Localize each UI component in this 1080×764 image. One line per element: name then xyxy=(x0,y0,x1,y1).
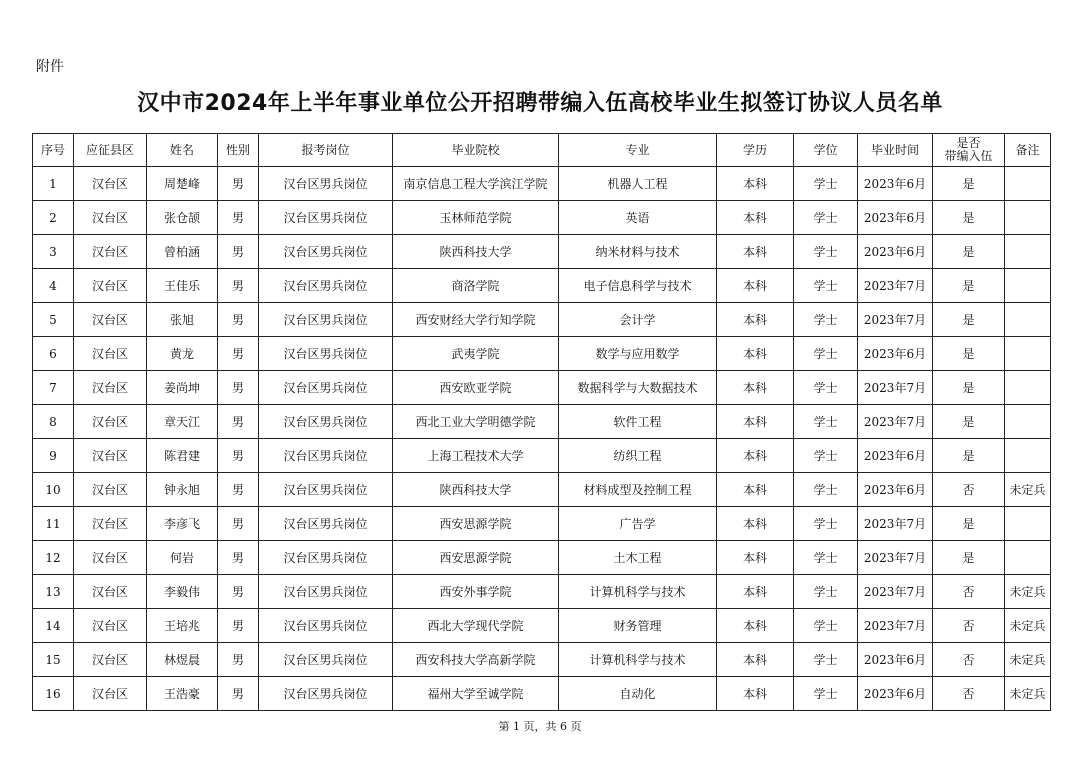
cell-major: 电子信息科学与技术 xyxy=(559,269,717,303)
cell-education: 本科 xyxy=(717,609,794,643)
cell-enrolled: 是 xyxy=(933,201,1005,235)
header-enrolled-line2: 带编入伍 xyxy=(944,149,993,163)
cell-enrolled: 否 xyxy=(933,609,1005,643)
cell-major: 纺织工程 xyxy=(559,439,717,473)
cell-position: 汉台区男兵岗位 xyxy=(259,269,393,303)
header-school: 毕业院校 xyxy=(393,134,559,167)
roster-table xyxy=(32,133,1051,711)
cell-degree: 学士 xyxy=(794,269,858,303)
cell-enrolled: 是 xyxy=(933,405,1005,439)
header-index: 序号 xyxy=(33,134,74,167)
cell-position: 汉台区男兵岗位 xyxy=(259,541,393,575)
table-row xyxy=(33,439,1051,473)
cell-name: 李彦飞 xyxy=(147,507,218,541)
cell-name: 陈君建 xyxy=(147,439,218,473)
cell-position: 汉台区男兵岗位 xyxy=(259,337,393,371)
cell-index: 7 xyxy=(33,371,74,405)
table-row xyxy=(33,575,1051,609)
cell-gender: 男 xyxy=(218,405,259,439)
cell-index: 1 xyxy=(33,167,74,201)
cell-position: 汉台区男兵岗位 xyxy=(259,507,393,541)
cell-degree: 学士 xyxy=(794,337,858,371)
cell-county: 汉台区 xyxy=(74,439,147,473)
cell-index: 5 xyxy=(33,303,74,337)
cell-degree: 学士 xyxy=(794,371,858,405)
table-row xyxy=(33,507,1051,541)
cell-county: 汉台区 xyxy=(74,235,147,269)
cell-position: 汉台区男兵岗位 xyxy=(259,473,393,507)
cell-gender: 男 xyxy=(218,473,259,507)
header-major: 专业 xyxy=(559,134,717,167)
cell-school: 武夷学院 xyxy=(393,337,559,371)
header-enrolled xyxy=(933,134,1005,167)
cell-major: 机器人工程 xyxy=(559,167,717,201)
cell-major: 自动化 xyxy=(559,677,717,711)
cell-position: 汉台区男兵岗位 xyxy=(259,677,393,711)
cell-enrolled: 否 xyxy=(933,643,1005,677)
cell-position: 汉台区男兵岗位 xyxy=(259,405,393,439)
cell-name: 何岩 xyxy=(147,541,218,575)
cell-remarks xyxy=(1005,439,1051,473)
table-row xyxy=(33,609,1051,643)
table-row xyxy=(33,269,1051,303)
cell-grad-time: 2023年6月 xyxy=(858,337,933,371)
cell-name: 王浩豪 xyxy=(147,677,218,711)
cell-degree: 学士 xyxy=(794,235,858,269)
cell-degree: 学士 xyxy=(794,643,858,677)
cell-grad-time: 2023年7月 xyxy=(858,609,933,643)
cell-position: 汉台区男兵岗位 xyxy=(259,609,393,643)
table-row xyxy=(33,201,1051,235)
cell-school: 西安思源学院 xyxy=(393,507,559,541)
cell-education: 本科 xyxy=(717,677,794,711)
cell-grad-time: 2023年6月 xyxy=(858,167,933,201)
cell-grad-time: 2023年7月 xyxy=(858,507,933,541)
table-row xyxy=(33,643,1051,677)
cell-position: 汉台区男兵岗位 xyxy=(259,643,393,677)
cell-degree: 学士 xyxy=(794,541,858,575)
cell-school: 西安欧亚学院 xyxy=(393,371,559,405)
cell-name: 钟永旭 xyxy=(147,473,218,507)
table-row xyxy=(33,473,1051,507)
cell-enrolled: 否 xyxy=(933,575,1005,609)
cell-grad-time: 2023年6月 xyxy=(858,643,933,677)
cell-index: 8 xyxy=(33,405,74,439)
cell-degree: 学士 xyxy=(794,609,858,643)
cell-gender: 男 xyxy=(218,167,259,201)
cell-gender: 男 xyxy=(218,575,259,609)
cell-education: 本科 xyxy=(717,337,794,371)
header-education: 学历 xyxy=(717,134,794,167)
table-row xyxy=(33,405,1051,439)
cell-degree: 学士 xyxy=(794,439,858,473)
cell-remarks xyxy=(1005,235,1051,269)
cell-school: 福州大学至诚学院 xyxy=(393,677,559,711)
cell-school: 西北工业大学明德学院 xyxy=(393,405,559,439)
cell-enrolled: 否 xyxy=(933,473,1005,507)
cell-school: 商洛学院 xyxy=(393,269,559,303)
cell-name: 姜尚坤 xyxy=(147,371,218,405)
cell-position: 汉台区男兵岗位 xyxy=(259,575,393,609)
cell-remarks xyxy=(1005,167,1051,201)
cell-education: 本科 xyxy=(717,303,794,337)
cell-gender: 男 xyxy=(218,303,259,337)
cell-name: 张旭 xyxy=(147,303,218,337)
cell-name: 王佳乐 xyxy=(147,269,218,303)
cell-position: 汉台区男兵岗位 xyxy=(259,201,393,235)
cell-position: 汉台区男兵岗位 xyxy=(259,303,393,337)
cell-school: 西安财经大学行知学院 xyxy=(393,303,559,337)
cell-index: 4 xyxy=(33,269,74,303)
cell-position: 汉台区男兵岗位 xyxy=(259,235,393,269)
cell-county: 汉台区 xyxy=(74,337,147,371)
cell-gender: 男 xyxy=(218,337,259,371)
cell-county: 汉台区 xyxy=(74,473,147,507)
cell-major: 英语 xyxy=(559,201,717,235)
cell-enrolled: 是 xyxy=(933,439,1005,473)
cell-remarks xyxy=(1005,405,1051,439)
cell-major: 数学与应用数学 xyxy=(559,337,717,371)
cell-county: 汉台区 xyxy=(74,405,147,439)
header-enrolled-line1: 是否 xyxy=(956,136,981,150)
cell-name: 黄龙 xyxy=(147,337,218,371)
cell-gender: 男 xyxy=(218,541,259,575)
cell-grad-time: 2023年6月 xyxy=(858,473,933,507)
cell-major: 纳米材料与技术 xyxy=(559,235,717,269)
cell-name: 周楚峰 xyxy=(147,167,218,201)
cell-major: 数据科学与大数据技术 xyxy=(559,371,717,405)
cell-name: 林煜晨 xyxy=(147,643,218,677)
cell-gender: 男 xyxy=(218,643,259,677)
cell-remarks xyxy=(1005,269,1051,303)
cell-county: 汉台区 xyxy=(74,371,147,405)
header-grad-time: 毕业时间 xyxy=(858,134,933,167)
roster-table-body xyxy=(33,167,1051,711)
table-row xyxy=(33,303,1051,337)
cell-remarks: 未定兵 xyxy=(1005,609,1051,643)
table-row xyxy=(33,337,1051,371)
cell-school: 西安外事学院 xyxy=(393,575,559,609)
cell-gender: 男 xyxy=(218,235,259,269)
cell-county: 汉台区 xyxy=(74,269,147,303)
cell-grad-time: 2023年6月 xyxy=(858,201,933,235)
cell-enrolled: 是 xyxy=(933,269,1005,303)
cell-education: 本科 xyxy=(717,643,794,677)
cell-county: 汉台区 xyxy=(74,575,147,609)
cell-school: 上海工程技术大学 xyxy=(393,439,559,473)
cell-county: 汉台区 xyxy=(74,507,147,541)
cell-grad-time: 2023年6月 xyxy=(858,677,933,711)
cell-degree: 学士 xyxy=(794,405,858,439)
cell-county: 汉台区 xyxy=(74,303,147,337)
cell-name: 王培兆 xyxy=(147,609,218,643)
cell-index: 16 xyxy=(33,677,74,711)
cell-remarks xyxy=(1005,201,1051,235)
cell-index: 15 xyxy=(33,643,74,677)
cell-degree: 学士 xyxy=(794,303,858,337)
cell-remarks: 未定兵 xyxy=(1005,643,1051,677)
cell-index: 10 xyxy=(33,473,74,507)
table-header-row xyxy=(33,134,1051,167)
cell-education: 本科 xyxy=(717,473,794,507)
cell-index: 13 xyxy=(33,575,74,609)
cell-school: 玉林师范学院 xyxy=(393,201,559,235)
cell-enrolled: 是 xyxy=(933,167,1005,201)
cell-major: 计算机科学与技术 xyxy=(559,643,717,677)
cell-remarks xyxy=(1005,337,1051,371)
cell-index: 6 xyxy=(33,337,74,371)
cell-major: 广告学 xyxy=(559,507,717,541)
cell-enrolled: 否 xyxy=(933,677,1005,711)
cell-major: 土木工程 xyxy=(559,541,717,575)
document-title: 汉中市2024年上半年事业单位公开招聘带编入伍高校毕业生拟签订协议人员名单 xyxy=(137,91,943,116)
cell-school: 西安科技大学高新学院 xyxy=(393,643,559,677)
cell-major: 会计学 xyxy=(559,303,717,337)
cell-remarks: 未定兵 xyxy=(1005,473,1051,507)
cell-enrolled: 是 xyxy=(933,337,1005,371)
table-row xyxy=(33,371,1051,405)
cell-name: 曾柏涵 xyxy=(147,235,218,269)
cell-education: 本科 xyxy=(717,269,794,303)
cell-grad-time: 2023年7月 xyxy=(858,575,933,609)
cell-education: 本科 xyxy=(717,405,794,439)
cell-name: 张仓颉 xyxy=(147,201,218,235)
cell-major: 软件工程 xyxy=(559,405,717,439)
cell-county: 汉台区 xyxy=(74,167,147,201)
cell-gender: 男 xyxy=(218,677,259,711)
header-county: 应征县区 xyxy=(74,134,147,167)
cell-school: 陕西科技大学 xyxy=(393,235,559,269)
cell-school: 西北大学现代学院 xyxy=(393,609,559,643)
cell-name: 李毅伟 xyxy=(147,575,218,609)
cell-index: 9 xyxy=(33,439,74,473)
cell-grad-time: 2023年7月 xyxy=(858,405,933,439)
cell-gender: 男 xyxy=(218,507,259,541)
cell-remarks: 未定兵 xyxy=(1005,677,1051,711)
cell-enrolled: 是 xyxy=(933,303,1005,337)
cell-enrolled: 是 xyxy=(933,371,1005,405)
cell-county: 汉台区 xyxy=(74,643,147,677)
cell-county: 汉台区 xyxy=(74,609,147,643)
cell-enrolled: 是 xyxy=(933,541,1005,575)
cell-remarks xyxy=(1005,507,1051,541)
cell-degree: 学士 xyxy=(794,167,858,201)
cell-education: 本科 xyxy=(717,575,794,609)
cell-index: 12 xyxy=(33,541,74,575)
cell-school: 西安思源学院 xyxy=(393,541,559,575)
cell-grad-time: 2023年7月 xyxy=(858,541,933,575)
cell-education: 本科 xyxy=(717,235,794,269)
cell-major: 计算机科学与技术 xyxy=(559,575,717,609)
cell-index: 2 xyxy=(33,201,74,235)
cell-name: 章天江 xyxy=(147,405,218,439)
cell-remarks xyxy=(1005,541,1051,575)
cell-grad-time: 2023年6月 xyxy=(858,439,933,473)
cell-gender: 男 xyxy=(218,439,259,473)
page-number: 第 1 页，共 6 页 xyxy=(498,720,582,733)
cell-grad-time: 2023年7月 xyxy=(858,303,933,337)
header-position: 报考岗位 xyxy=(259,134,393,167)
cell-position: 汉台区男兵岗位 xyxy=(259,371,393,405)
table-row xyxy=(33,235,1051,269)
cell-gender: 男 xyxy=(218,201,259,235)
cell-grad-time: 2023年7月 xyxy=(858,371,933,405)
cell-education: 本科 xyxy=(717,201,794,235)
cell-index: 3 xyxy=(33,235,74,269)
cell-index: 11 xyxy=(33,507,74,541)
cell-enrolled: 是 xyxy=(933,507,1005,541)
table-row xyxy=(33,677,1051,711)
cell-county: 汉台区 xyxy=(74,201,147,235)
cell-school: 陕西科技大学 xyxy=(393,473,559,507)
cell-remarks: 未定兵 xyxy=(1005,575,1051,609)
cell-school: 南京信息工程大学滨江学院 xyxy=(393,167,559,201)
cell-education: 本科 xyxy=(717,507,794,541)
header-degree: 学位 xyxy=(794,134,858,167)
cell-position: 汉台区男兵岗位 xyxy=(259,167,393,201)
cell-gender: 男 xyxy=(218,269,259,303)
cell-county: 汉台区 xyxy=(74,677,147,711)
cell-education: 本科 xyxy=(717,541,794,575)
cell-degree: 学士 xyxy=(794,507,858,541)
cell-degree: 学士 xyxy=(794,575,858,609)
cell-grad-time: 2023年6月 xyxy=(858,235,933,269)
cell-position: 汉台区男兵岗位 xyxy=(259,439,393,473)
cell-major: 财务管理 xyxy=(559,609,717,643)
header-remarks: 备注 xyxy=(1005,134,1051,167)
header-gender: 性别 xyxy=(218,134,259,167)
cell-gender: 男 xyxy=(218,371,259,405)
cell-education: 本科 xyxy=(717,167,794,201)
cell-education: 本科 xyxy=(717,439,794,473)
cell-degree: 学士 xyxy=(794,201,858,235)
cell-degree: 学士 xyxy=(794,677,858,711)
cell-index: 14 xyxy=(33,609,74,643)
header-name: 姓名 xyxy=(147,134,218,167)
cell-enrolled: 是 xyxy=(933,235,1005,269)
attachment-label: 附件 xyxy=(36,59,64,75)
cell-grad-time: 2023年7月 xyxy=(858,269,933,303)
table-row xyxy=(33,167,1051,201)
cell-degree: 学士 xyxy=(794,473,858,507)
cell-major: 材料成型及控制工程 xyxy=(559,473,717,507)
cell-gender: 男 xyxy=(218,609,259,643)
cell-remarks xyxy=(1005,303,1051,337)
cell-county: 汉台区 xyxy=(74,541,147,575)
table-row xyxy=(33,541,1051,575)
cell-remarks xyxy=(1005,371,1051,405)
cell-education: 本科 xyxy=(717,371,794,405)
